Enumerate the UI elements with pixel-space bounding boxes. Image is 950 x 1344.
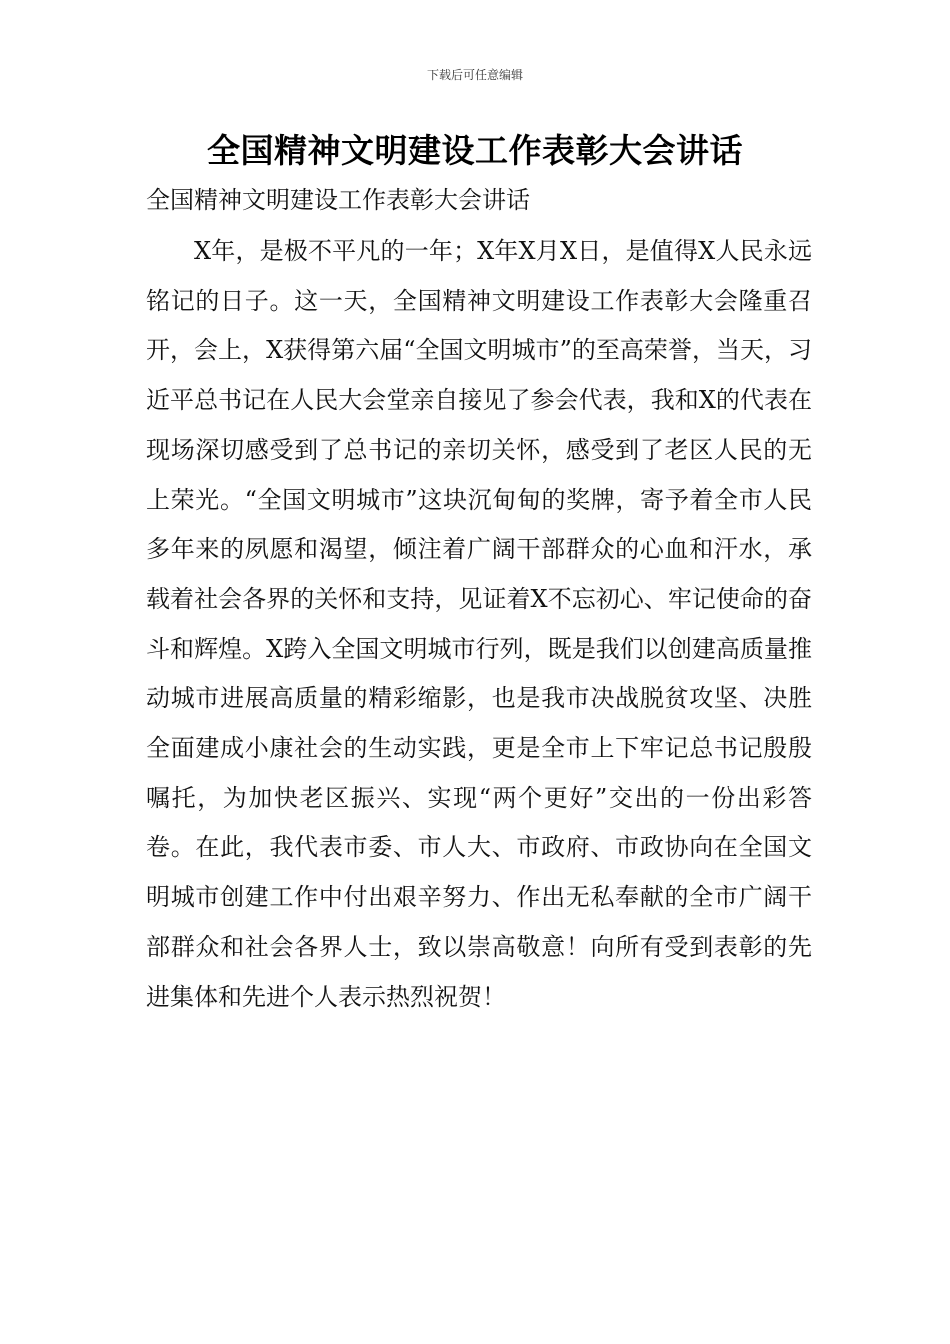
document-subtitle: 全国精神文明建设工作表彰大会讲话 — [146, 186, 530, 214]
document-title: 全国精神文明建设工作表彰大会讲话 — [207, 131, 743, 170]
header-note: 下载后可任意编辑 — [426, 68, 523, 82]
body-paragraph: X年，是极不平凡的一年；X年X月X日，是值得X人民永远铭记的日子。这一天，全国精神文明建设工作表彰大会隆重召开，会上，X获得第六届“全国文明城市”的至高荣誉，当天，习近平总书记在人民大会堂亲自接见了参会代表，我和X的代表在现场深切感受到了总书记的亲切关怀，感受到了老区人民的无上荣光。“全国文明城市”这块沉甸甸的奖牌，寄予着全市人民多年来的夙愿和渴望，倾注着广阔干部群众的心血和汗水，承载着社会各界的关怀和支持，见证着X不忘初心、牢记使命的奋斗和辉煌。X跨入全国文明城市行列，既是我们以创建高质量推动城市进展高质量的精彩缩影，也是我市决战脱贫攻坚、决胜全面建成小康社会的生动实践，更是全市上下牢记总书记殷殷嘱托，为加快老区振兴、实现“两个更好”交出的一份出彩答卷。在此，我代表市委、市人大、市政府、市政协向在全国文明城市创建工作中付出艰辛努力、作出无私奉献的全市广阔干部群众和社会各界人士，致以崇高敬意！向所有受到表彰的先进集体和先进个人表示热烈祝贺！ — [146, 237, 812, 1011]
